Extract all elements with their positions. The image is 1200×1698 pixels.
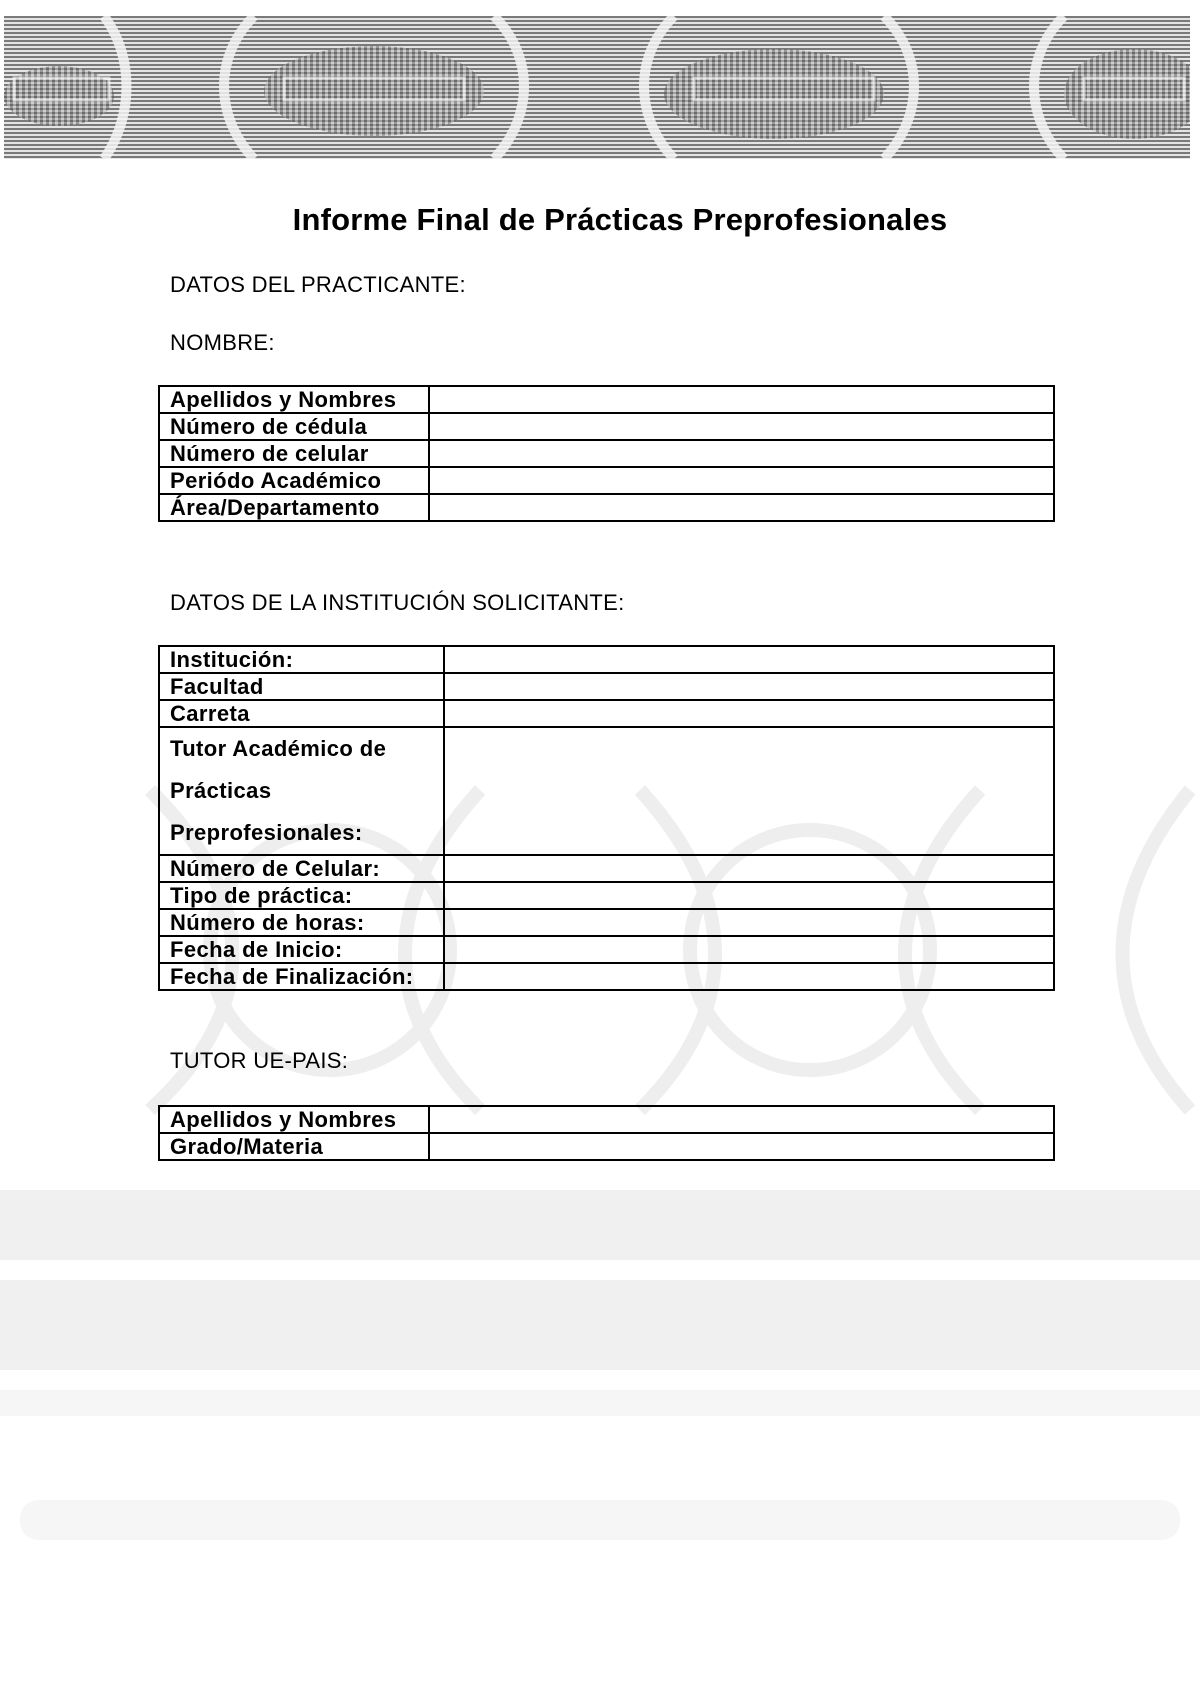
row-label: Fecha de Inicio: <box>159 936 444 963</box>
row-label: Grado/Materia <box>159 1133 429 1160</box>
row-value-field[interactable] <box>444 882 1054 909</box>
row-label: Facultad <box>159 673 444 700</box>
table-row <box>159 494 1054 521</box>
row-label: Número de celular <box>159 440 429 467</box>
table-row <box>159 882 1054 909</box>
row-label: Institución: <box>159 646 444 673</box>
document-title: Informe Final de Prácticas Preprofesionales <box>292 202 948 237</box>
row-label: Número de cédula <box>159 413 429 440</box>
tutor-heading: TUTOR UE-PAIS: <box>170 1048 349 1073</box>
row-label: Carreta <box>159 700 444 727</box>
row-value-field[interactable] <box>429 1133 1054 1160</box>
row-value-field[interactable] <box>444 700 1054 727</box>
table-row <box>159 1106 1054 1133</box>
row-label: Área/Departamento <box>159 494 429 521</box>
table-row <box>159 467 1054 494</box>
table-row <box>159 727 1054 855</box>
practicante-heading: DATOS DEL PRACTICANTE: <box>170 272 466 297</box>
row-label: Periódo Académico <box>159 467 429 494</box>
row-value-field[interactable] <box>429 494 1054 521</box>
row-value-field[interactable] <box>444 727 1054 855</box>
row-label: Apellidos y Nombres <box>159 1106 429 1133</box>
table-row <box>159 440 1054 467</box>
institucion-table <box>158 645 1055 991</box>
row-label: Tipo de práctica: <box>159 882 444 909</box>
institucion-heading: DATOS DE LA INSTITUCIÓN SOLICITANTE: <box>170 590 625 615</box>
row-value-field[interactable] <box>429 386 1054 413</box>
row-label: Fecha de Finalización: <box>159 963 444 990</box>
row-value-field[interactable] <box>444 936 1054 963</box>
row-value-field[interactable] <box>444 909 1054 936</box>
row-value-field[interactable] <box>444 855 1054 882</box>
table-row <box>159 855 1054 882</box>
table-row <box>159 963 1054 990</box>
row-label: Tutor Académico de Prácticas Preprofesionales: <box>159 727 444 855</box>
row-value-field[interactable] <box>429 440 1054 467</box>
row-value-field[interactable] <box>429 1106 1054 1133</box>
row-value-field[interactable] <box>429 467 1054 494</box>
header-banner <box>4 16 1190 159</box>
table-row <box>159 936 1054 963</box>
table-row <box>159 413 1054 440</box>
row-value-field[interactable] <box>444 673 1054 700</box>
table-row <box>159 700 1054 727</box>
table-row <box>159 673 1054 700</box>
table-row <box>159 386 1054 413</box>
row-value-field[interactable] <box>444 646 1054 673</box>
row-label: Número de Celular: <box>159 855 444 882</box>
banner-pattern <box>4 16 1190 159</box>
table-row <box>159 646 1054 673</box>
row-label: Apellidos y Nombres <box>159 386 429 413</box>
nombre-subheading: NOMBRE: <box>170 330 275 355</box>
row-value-field[interactable] <box>444 963 1054 990</box>
row-value-field[interactable] <box>429 413 1054 440</box>
table-row <box>159 909 1054 936</box>
row-label: Número de horas: <box>159 909 444 936</box>
table-row <box>159 1133 1054 1160</box>
tutor-table <box>158 1105 1055 1161</box>
practicante-table <box>158 385 1055 522</box>
